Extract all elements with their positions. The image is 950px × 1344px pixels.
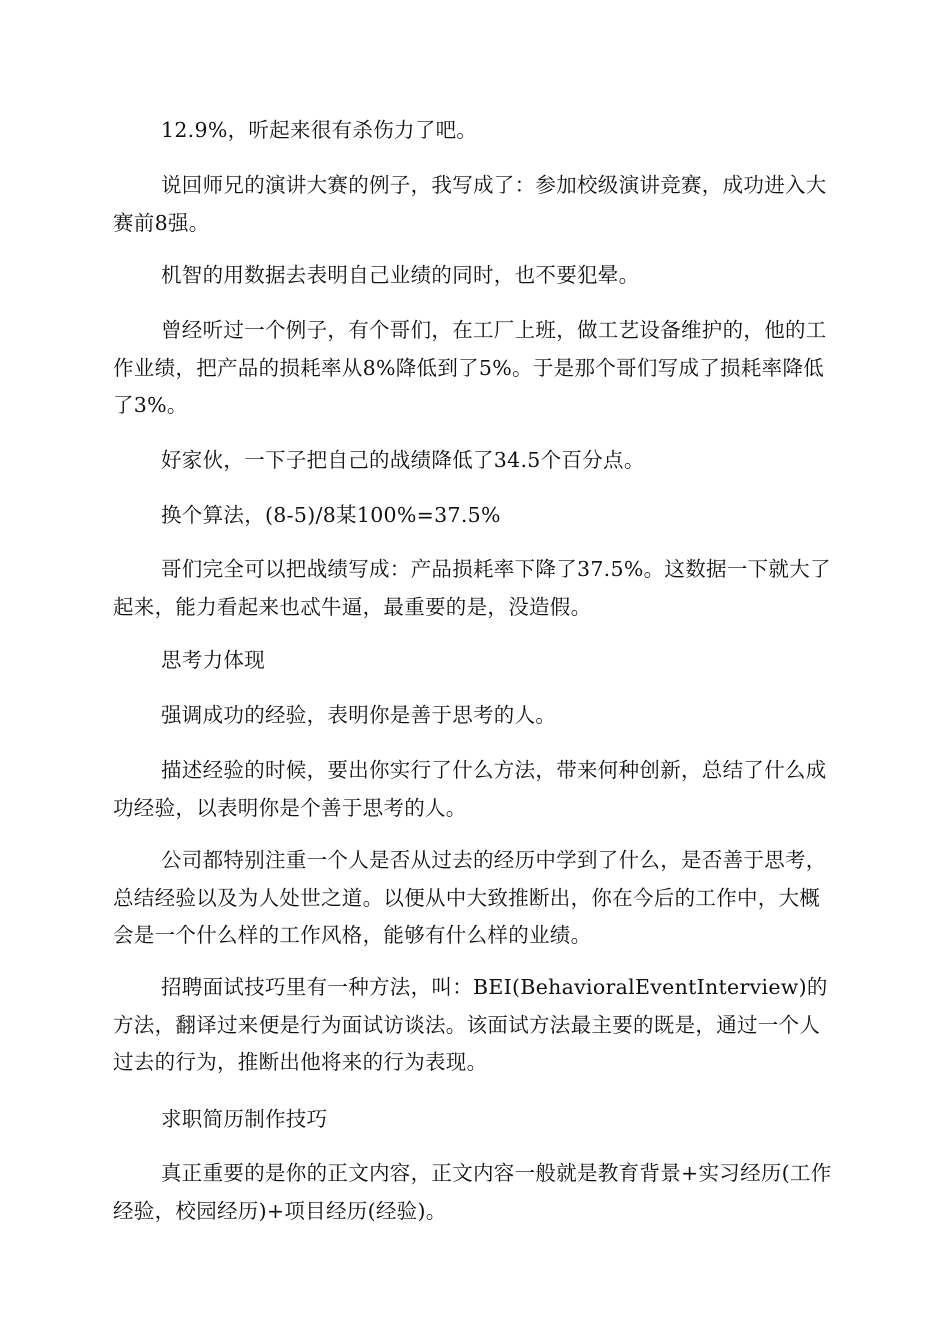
paragraph-12: 真正重要的是你的正文内容，正文内容一般就是教育背景+实习经历(工作经验，校园经历)+项目经历(经验)。 — [113, 1161, 832, 1223]
paragraph-4: 曾经听过一个例子，有个哥们，在工厂上班，做工艺设备维护的，他的工作业绩，把产品的损耗率从8%降低到了5%。于是那个哥们写成了损耗率降低了3%。 — [113, 318, 827, 417]
paragraph-7: 哥们完全可以把战绩写成：产品损耗率下降了37.5%。这数据一下就大了起来，能力看起来也忒牛逼，最重要的是，没造假。 — [113, 557, 831, 619]
paragraph-8: 强调成功的经验，表明你是善于思考的人。 — [161, 703, 557, 727]
paragraph-11: 招聘面试技巧里有一种方法，叫：BEI(BehavioralEventInterview)的方法，翻译过来便是行为面试访谈法。该面试方法最主要的既是，通过一个人过去的行为，推断出他将来的行为表现。 — [113, 975, 828, 1074]
paragraph-1: 12.9%，听起来很有杀伤力了吧。 — [161, 118, 478, 142]
paragraph-6: 换个算法，(8-5)/8某100%=37.5% — [161, 503, 501, 527]
paragraph-3: 机智的用数据去表明自己业绩的同时，也不要犯晕。 — [161, 263, 640, 287]
paragraph-9: 描述经验的时候，要出你实行了什么方法，带来何种创新，总结了什么成功经验，以表明你是个善于思考的人。 — [113, 758, 827, 820]
paragraph-2: 说回师兄的演讲大赛的例子，我写成了：参加校级演讲竞赛，成功进入大赛前8强。 — [113, 173, 827, 235]
paragraph-5: 好家伙，一下子把自己的战绩降低了34.5个百分点。 — [161, 448, 645, 472]
section-heading-thinking: 思考力体现 — [161, 648, 265, 672]
section-heading-resume: 求职简历制作技巧 — [161, 1107, 328, 1131]
paragraph-10: 公司都特别注重一个人是否从过去的经历中学到了什么，是否善于思考，总结经验以及为人处世之道。以便从中大致推断出，你在今后的工作中，大概会是一个什么样的工作风格，能够有什么样的业绩。 — [113, 848, 827, 947]
